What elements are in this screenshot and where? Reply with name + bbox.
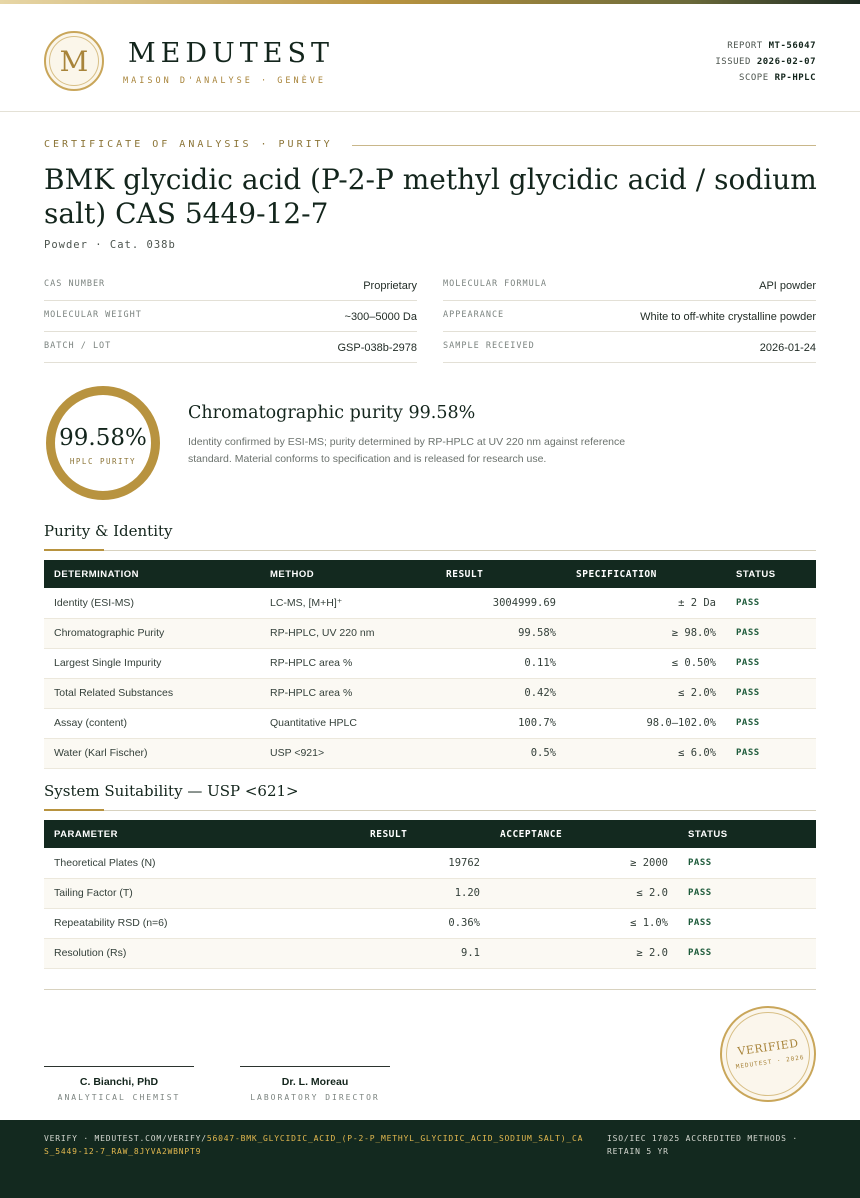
signature-laboratory-director (240, 1066, 390, 1102)
column-header: PARAMETER (44, 820, 360, 848)
table-row (44, 938, 816, 968)
spec-cell: 98.0–102.0% (566, 708, 726, 738)
info-row (443, 270, 816, 301)
status-badge: PASS (726, 678, 816, 708)
info-value: White to off-white crystalline powder (640, 311, 816, 323)
signatory-name: Dr. L. Moreau (281, 1076, 349, 1088)
verify-link[interactable]: VERIFY · MEDUTEST.COM/VERIFY/56047-BMK_GLYCIDIC_ACID_(P-2-P_METHYL_GLYCIDIC_ACID_SODIUM_SALT)_CAS_5449-12-7_RAW_8JYVA2WBNPT9 (44, 1134, 584, 1156)
result-cell: 19762 (360, 848, 490, 878)
info-column-right (443, 270, 816, 363)
method-cell: LC-MS, [M+H]⁺ (260, 588, 436, 618)
result-cell: 0.42% (436, 678, 566, 708)
parameter-cell: Theoretical Plates (N) (44, 848, 360, 878)
table-row (44, 678, 816, 708)
info-label: APPEARANCE (443, 310, 505, 320)
info-row (443, 301, 816, 332)
purity-identity-title: Purity & Identity (44, 522, 173, 540)
acceptance-cell: ≥ 2.0 (490, 938, 678, 968)
status-badge: PASS (726, 708, 816, 738)
column-header: DETERMINATION (44, 560, 260, 588)
determination-cell: Chromatographic Purity (44, 618, 260, 648)
method-cell: USP <921> (260, 738, 436, 768)
signature-analytical-chemist (44, 1066, 194, 1102)
info-value: GSP-038b-2978 (337, 342, 417, 354)
system-suitability-table (44, 820, 816, 969)
parameter-cell: Resolution (Rs) (44, 938, 360, 968)
info-value: Proprietary (363, 280, 417, 292)
info-value: 2026-01-24 (759, 342, 816, 354)
brand-tagline: MAISON D'ANALYSE · GENÈVE (123, 76, 326, 86)
table-row (44, 648, 816, 678)
signatory-name: C. Bianchi, PhD (79, 1076, 159, 1088)
signatory-role: LABORATORY DIRECTOR (250, 1093, 380, 1102)
brand-name: MEDUTEST (128, 38, 334, 69)
report-scope: SCOPE RP-HPLC (739, 73, 816, 83)
parameter-cell: Tailing Factor (T) (44, 878, 360, 908)
table-row (44, 708, 816, 738)
table-row (44, 618, 816, 648)
acceptance-cell: ≥ 2000 (490, 848, 678, 878)
status-badge: PASS (726, 738, 816, 768)
result-cell: 0.5% (436, 738, 566, 768)
determination-cell: Assay (content) (44, 708, 260, 738)
acceptance-cell: ≤ 2.0 (490, 878, 678, 908)
status-badge: PASS (678, 908, 816, 938)
purity-ring-label: HPLC PURITY (69, 457, 137, 466)
method-cell: RP-HPLC, UV 220 nm (260, 618, 436, 648)
system-suitability-title: System Suitability — USP <621> (44, 782, 299, 800)
acceptance-cell: ≤ 1.0% (490, 908, 678, 938)
spec-cell: ± 2 Da (566, 588, 726, 618)
spec-cell: ≤ 0.50% (566, 648, 726, 678)
status-badge: PASS (678, 878, 816, 908)
table-header-row (44, 560, 816, 588)
seal-inner-ring (721, 1007, 816, 1102)
logo-monogram: M (49, 36, 99, 86)
method-cell: RP-HPLC area % (260, 648, 436, 678)
footer-bar (0, 1120, 860, 1198)
status-badge: PASS (678, 848, 816, 878)
column-header: ACCEPTANCE (490, 820, 678, 848)
spec-cell: ≥ 98.0% (566, 618, 726, 648)
info-label: SAMPLE RECEIVED (443, 341, 535, 351)
column-header: STATUS (726, 560, 816, 588)
table-row (44, 848, 816, 878)
signatory-role: ANALYTICAL CHEMIST (57, 1093, 181, 1102)
accreditation-note: ISO/IEC 17025 ACCREDITED METHODS · RETAIN 5 YR (607, 1134, 798, 1156)
status-badge: PASS (726, 648, 816, 678)
seal-text: VERIFIED (736, 1036, 800, 1059)
table-row (44, 588, 816, 618)
column-header: METHOD (260, 560, 436, 588)
method-cell: RP-HPLC area % (260, 678, 436, 708)
purity-identity-table (44, 560, 816, 769)
status-badge: PASS (726, 588, 816, 618)
info-label: CAS NUMBER (44, 279, 106, 289)
seal-subtext: MEDUTEST · 2026 (735, 1053, 805, 1071)
determination-cell: Water (Karl Fischer) (44, 738, 260, 768)
table-header-row (44, 820, 816, 848)
certificate-eyebrow: CERTIFICATE OF ANALYSIS · PURITY (44, 139, 333, 150)
result-cell: 100.7% (436, 708, 566, 738)
method-cell: Quantitative HPLC (260, 708, 436, 738)
column-header: SPECIFICATION (566, 560, 726, 588)
column-header: STATUS (678, 820, 816, 848)
result-cell: 0.36% (360, 908, 490, 938)
brand-logo (44, 31, 104, 91)
section-divider (44, 810, 816, 811)
column-header: RESULT (436, 560, 566, 588)
info-row (443, 332, 816, 363)
info-column-left (44, 270, 417, 363)
section-divider (44, 550, 816, 551)
report-header (0, 4, 860, 112)
section-accent (44, 809, 104, 811)
info-value: ~300–5000 Da (344, 311, 417, 323)
purity-ring (46, 386, 160, 500)
status-badge: PASS (726, 618, 816, 648)
parameter-cell: Repeatability RSD (n=6) (44, 908, 360, 938)
report-meta (715, 38, 816, 86)
eyebrow-divider (352, 145, 816, 146)
info-label: BATCH / LOT (44, 341, 112, 351)
verified-seal (714, 1000, 822, 1108)
product-subtitle: Powder · Cat. 038b (44, 239, 176, 251)
spec-cell: ≤ 2.0% (566, 678, 726, 708)
info-label: MOLECULAR WEIGHT (44, 310, 142, 320)
info-row (44, 270, 417, 301)
result-cell: 3004999.69 (436, 588, 566, 618)
purity-summary-text: Identity confirmed by ESI-MS; purity determined by RP-HPLC at UV 220 nm against reference standard. Material conforms to specification and is released for research use. (188, 436, 626, 465)
determination-cell: Largest Single Impurity (44, 648, 260, 678)
product-title: BMK glycidic acid (P-2-P methyl glycidic acid / sodium salt) CAS 5449-12-7 (44, 163, 817, 230)
determination-cell: Total Related Substances (44, 678, 260, 708)
section-accent (44, 549, 104, 551)
determination-cell: Identity (ESI-MS) (44, 588, 260, 618)
info-value: API powder (759, 280, 816, 292)
spec-cell: ≤ 6.0% (566, 738, 726, 768)
table-row (44, 908, 816, 938)
column-header: RESULT (360, 820, 490, 848)
info-row (44, 301, 417, 332)
result-cell: 9.1 (360, 938, 490, 968)
issued-date: ISSUED 2026-02-07 (715, 57, 816, 67)
result-cell: 0.11% (436, 648, 566, 678)
table-row (44, 878, 816, 908)
verify-code: 56047-BMK_GLYCIDIC_ACID_(P-2-P_METHYL_GLYCIDIC_ACID_SODIUM_SALT)_CAS_5449-12-7_RAW_8JYVA2WBNPT9 (44, 1134, 584, 1156)
result-cell: 1.20 (360, 878, 490, 908)
table-row (44, 738, 816, 768)
info-row (44, 332, 417, 363)
info-label: MOLECULAR FORMULA (443, 279, 547, 289)
footer-divider (44, 989, 816, 990)
report-number: REPORT MT-56047 (727, 41, 816, 51)
status-badge: PASS (678, 938, 816, 968)
purity-ring-value: 99.58% (59, 425, 147, 451)
purity-summary-title: Chromatographic purity 99.58% (188, 403, 476, 423)
result-cell: 99.58% (436, 618, 566, 648)
